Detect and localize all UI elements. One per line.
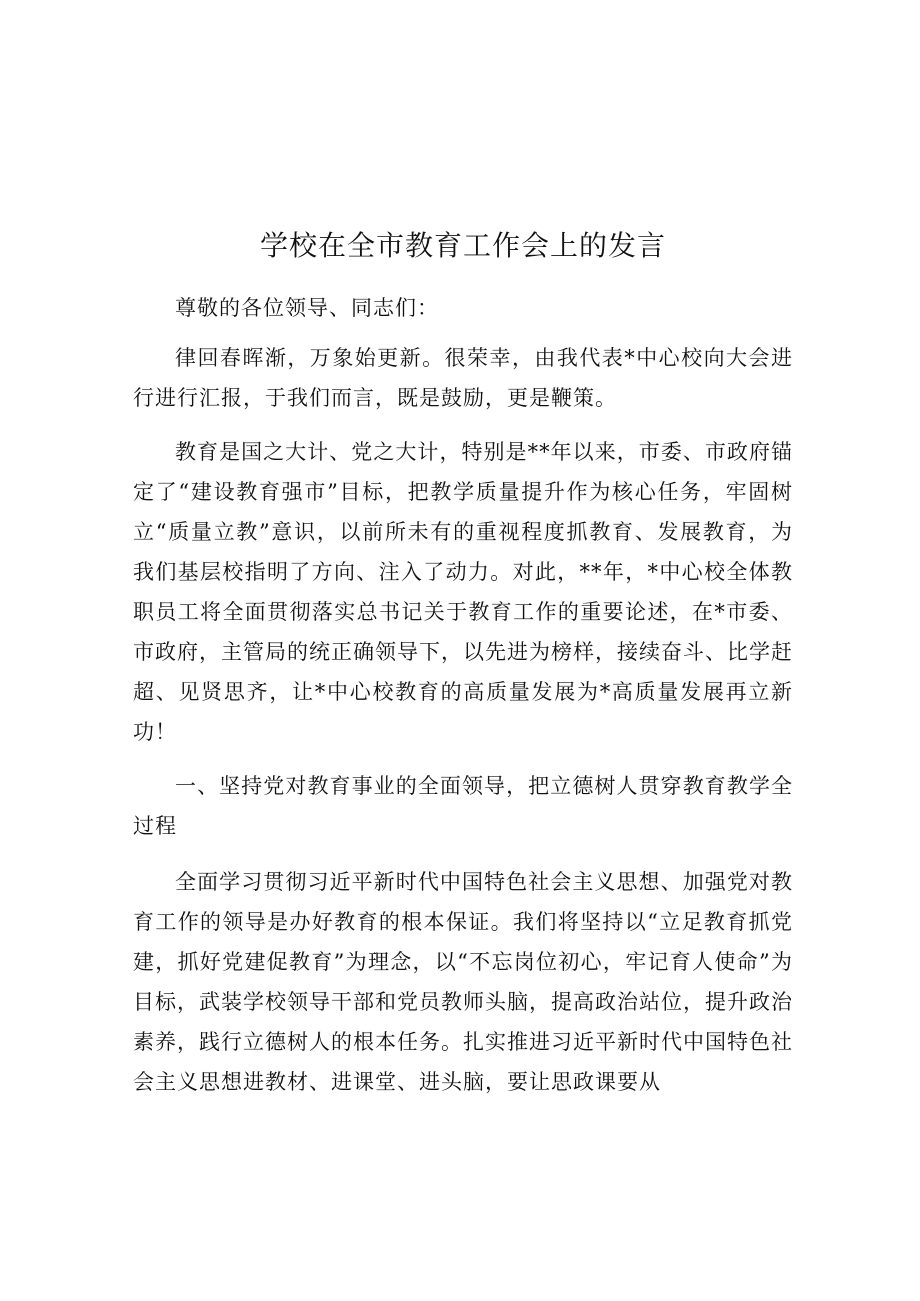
document-title: 学校在全市教育工作会上的发言: [259, 229, 666, 262]
opening-paragraph: 律回春晖渐，万象始更新。很荣幸，由我代表*中心校向大会进行进行汇报，于我们而言，既是鼓励，更是鞭策。: [133, 346, 793, 410]
section-heading: 一、坚持党对教育事业的全面领导，把立德树人贯穿教育教学全过程: [133, 774, 793, 838]
salutation: 尊敬的各位领导、同志们：: [175, 296, 439, 320]
document-body: [133, 222, 793, 1116]
context-paragraph: 教育是国之大计、党之大计，特别是**年以来，市委、市政府锚定了“建设教育强市”目标，把教学质量提升作为核心任务，牢固树立“质量立教”意识，以前所未有的重视程度抓教育、发展教育，为我们基层校指明了方向、注入了动力。对此，**年，*中心校全体教职员工将全面贯彻落实总书记关于教育工作的重要论述，在*市委、市政府，主管局的统正确领导下，以先进为榜样，接续奋斗、比学赶超、见贤思齐，让*中心校教育的高质量发展为*高质量发展再立新功！: [133, 440, 793, 744]
section-body-paragraph: 全面学习贯彻习近平新时代中国特色社会主义思想、加强党对教育工作的领导是办好教育的根本保证。我们将坚持以“立足教育抓党建，抓好党建促教育”为理念，以“不忘岗位初心，牢记育人使命”为目标，武装学校领导干部和党员教师头脑，提高政治站位，提升政治素养，践行立德树人的根本任务。扎实推进习近平新时代中国特色社会主义思想进教材、进课堂、进头脑，要让思政课要从: [133, 870, 793, 1094]
